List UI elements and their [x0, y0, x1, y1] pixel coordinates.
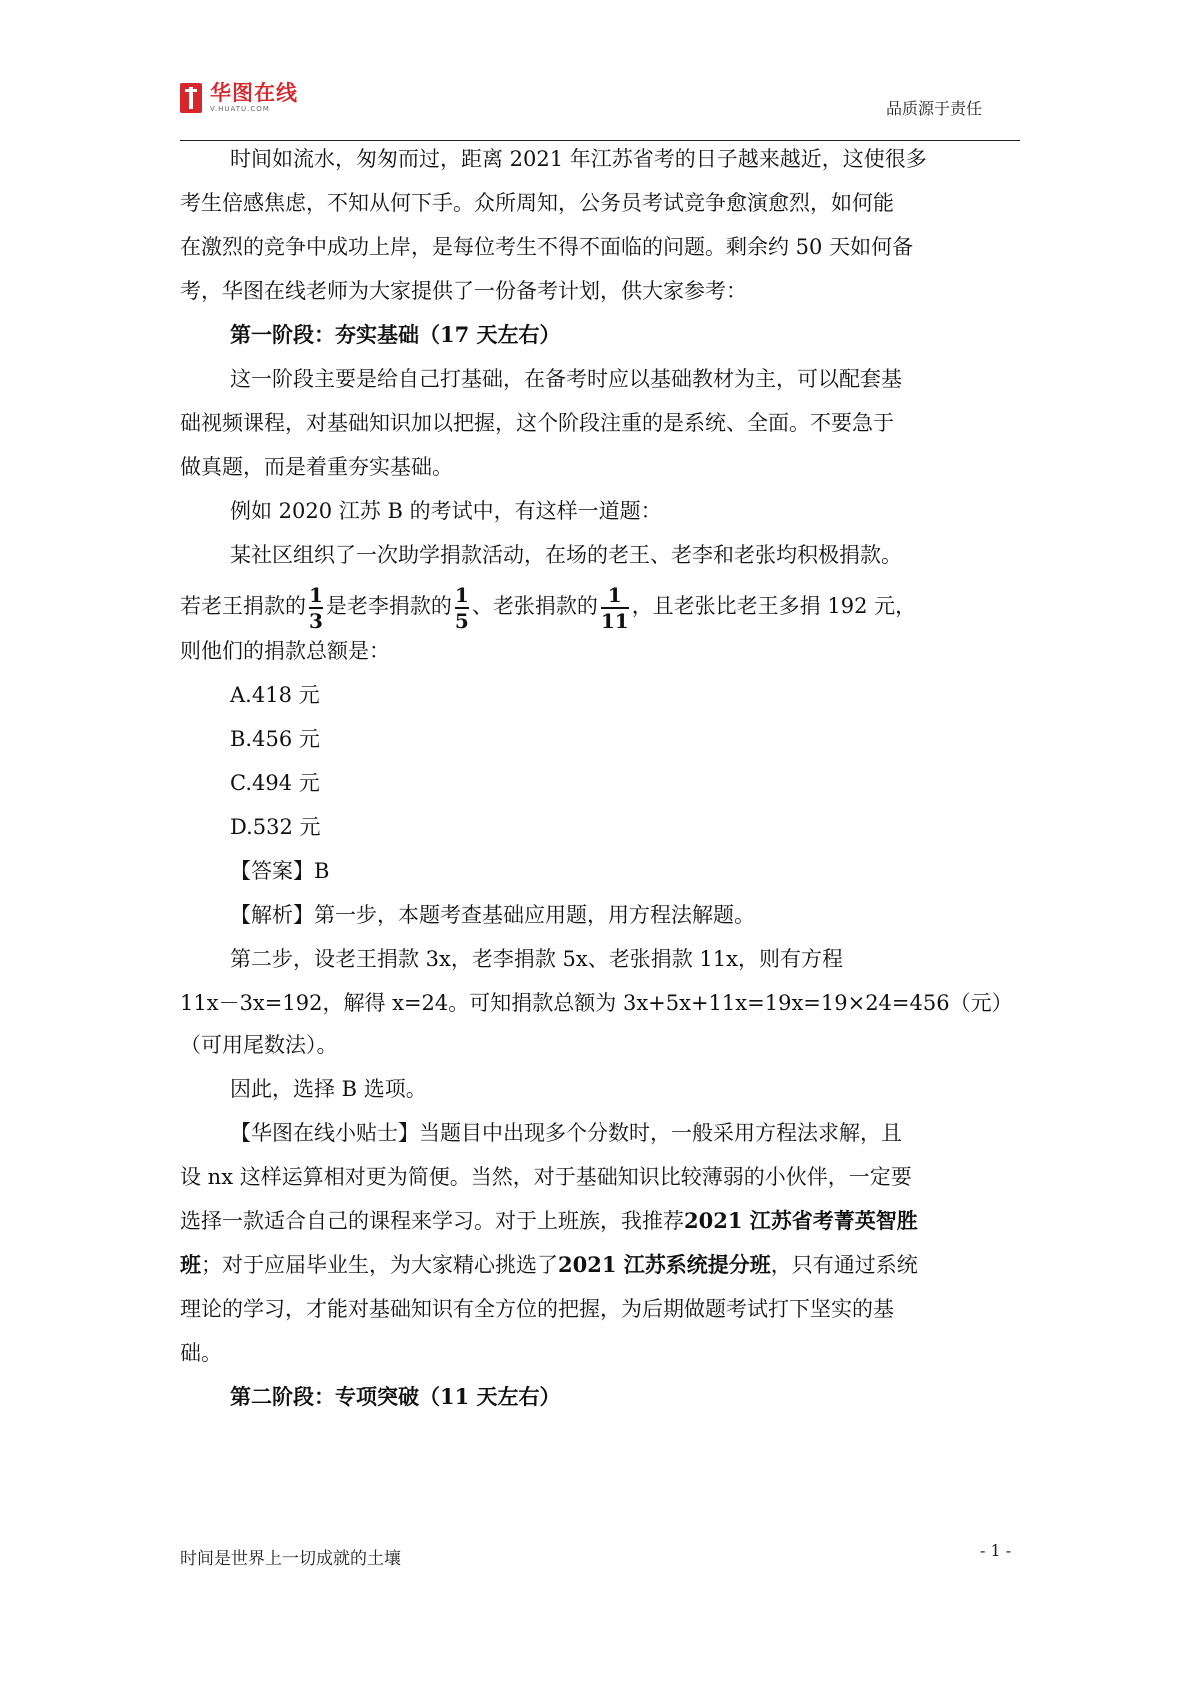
stage1-line-2: 础视频课程，对基础知识加以把握，这个阶段注重的是系统、全面。不要急于 [180, 411, 894, 435]
logo-url: V.HUATU.COM [210, 105, 270, 113]
tip-line-2: 设 nx 这样运算相对更为简便。当然，对于基础知识比较薄弱的小伙伴，一定要 [180, 1165, 912, 1189]
header-divider [180, 140, 1020, 141]
stage1-line-1: 这一阶段主要是给自己打基础，在备考时应以基础教材为主，可以配套基 [230, 367, 902, 391]
analysis-equation: 11x－3x=192，解得 x=24。可知捐款总额为 3x+5x+11x=19x=19×24=456（元） [180, 991, 1013, 1015]
course-name-jingying: 2021 江苏省考菁英智胜 [684, 1208, 918, 1233]
tip-line-5: 理论的学习，才能对基础知识有全方位的把握，为后期做题考试打下坚实的基 [180, 1297, 894, 1321]
huatu-logo-icon [180, 83, 202, 113]
course-name-jingying-end: 班 [180, 1252, 201, 1277]
intro-line-3: 在激烈的竞争中成功上岸，是每位考生不得不面临的问题。剩余约 50 天如何备 [180, 235, 914, 259]
tip-line-3 [180, 1206, 1020, 1236]
tip-line-4 [180, 1250, 1020, 1280]
analysis-step-2: 第二步，设老王捐款 3x，老李捐款 5x、老张捐款 11x，则有方程 [230, 947, 843, 971]
tip-line-1: 【华图在线小贴士】当题目中出现多个分数时，一般采用方程法求解，且 [230, 1121, 902, 1145]
header-slogan: 品质源于责任 [886, 99, 983, 118]
tip-text: 选择一款适合自己的课程来学习。对于上班族，我推荐 [180, 1209, 684, 1233]
footer-motto: 时间是世界上一切成就的土壤 [180, 1549, 401, 1569]
tip-line-6: 础。 [180, 1341, 222, 1365]
tip-text: ，只有通过系统 [770, 1253, 918, 1277]
analysis-note: （可用尾数法）。 [180, 1033, 338, 1057]
stage1-line-3: 做真题，而是着重夯实基础。 [180, 455, 453, 479]
analysis-step-1: 【解析】第一步，本题考查基础应用题，用方程法解题。 [230, 903, 755, 927]
logo-name: 华图在线 [210, 81, 298, 105]
question-text: 是老李捐款的 [325, 594, 452, 618]
question-text: ，且老张比老王多捐 192 元， [631, 594, 917, 618]
question-text: 、老张捐款的 [471, 594, 598, 618]
huatu-logo [180, 80, 298, 116]
fraction-one-eleventh: $\frac{1}{11}$ [600, 582, 629, 633]
intro-line-4: 考，华图在线老师为大家提供了一份备考计划，供大家参考： [180, 279, 747, 303]
stage2-heading: 第二阶段：专项突破（11 天左右） [230, 1384, 561, 1409]
intro-line-1: 时间如流水，匆匆而过，距离 2021 年江苏省考的日子越来越近，这使很多 [230, 147, 927, 171]
question-line-2 [180, 576, 1020, 636]
course-name-tifen: 2021 江苏系统提分班 [558, 1252, 771, 1277]
intro-line-2: 考生倍感焦虑，不知从何下手。众所周知，公务员考试竞争愈演愈烈，如何能 [180, 191, 894, 215]
option-c: C.494 元 [230, 771, 320, 795]
question-line-1: 某社区组织了一次助学捐款活动，在场的老王、老李和老张均积极捐款。 [230, 543, 902, 567]
question-line-3: 则他们的捐款总额是： [180, 639, 390, 663]
page-number: - 1 - [980, 1541, 1012, 1560]
fraction-one-third: $\frac{1}{3}$ [309, 582, 323, 633]
option-a: A.418 元 [230, 683, 320, 707]
option-d: D.532 元 [230, 815, 321, 839]
conclusion: 因此，选择 B 选项。 [230, 1077, 427, 1101]
option-b: B.456 元 [230, 727, 320, 751]
fraction-one-fifth: $\frac{1}{5}$ [454, 582, 469, 633]
answer: 【答案】B [230, 859, 330, 883]
stage1-heading: 第一阶段：夯实基础（17 天左右） [230, 322, 561, 347]
tip-text: ；对于应届毕业生，为大家精心挑选了 [201, 1253, 558, 1277]
example-intro: 例如 2020 江苏 B 的考试中，有这样一道题： [230, 499, 662, 523]
question-text: 若老王捐款的 [180, 594, 306, 618]
